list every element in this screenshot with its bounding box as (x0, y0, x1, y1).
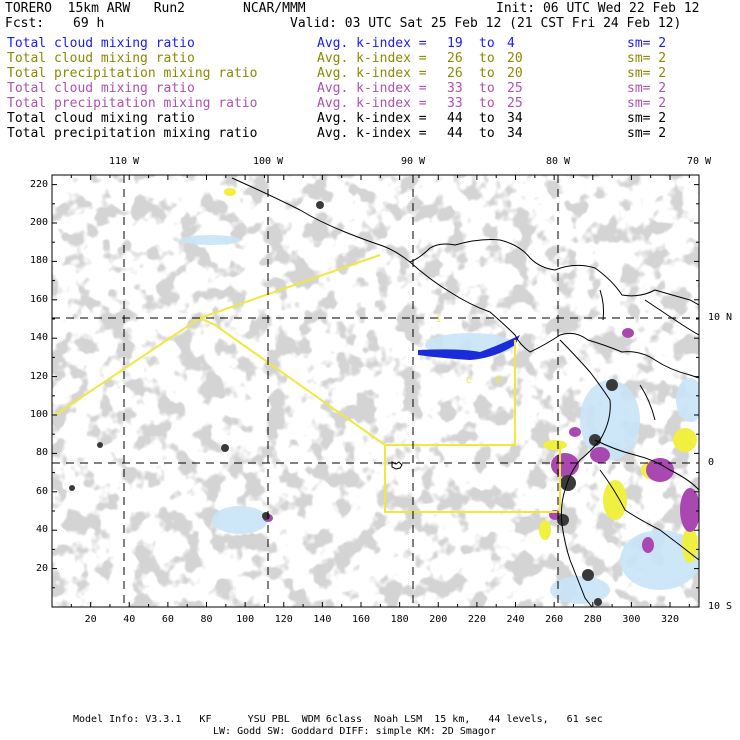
latitude-label: 10 N (708, 312, 733, 323)
legend-field-name: Total precipitation mixing ratio (7, 66, 258, 81)
y-tick-label: 100 (29, 409, 48, 420)
y-tick-label: 120 (29, 370, 48, 382)
init-time: Init: 06 UTC Wed 22 Feb 12 (496, 1, 700, 16)
longitude-label: 110 W (108, 156, 140, 167)
x-tick-label: 200 (429, 614, 448, 625)
legend-smoothing: sm= 2 (627, 111, 667, 126)
legend-field-name: Total cloud mixing ratio (7, 111, 195, 126)
legend-value-low: 25 (507, 96, 523, 111)
latitude-label: 0 (708, 457, 715, 468)
legend-field-name: Total precipitation mixing ratio (7, 126, 258, 141)
legend-smoothing: sm= 2 (627, 81, 667, 96)
y-tick-label: 80 (35, 447, 48, 459)
legend-smoothing: sm= 2 (627, 51, 667, 66)
x-tick-label: 240 (506, 614, 525, 625)
y-tick-label: 60 (35, 485, 48, 497)
legend-avg-label: Avg. k-index = (317, 36, 427, 51)
forecast-hour: 69 h (73, 16, 105, 31)
legend-avg-label: Avg. k-index = (317, 111, 427, 126)
legend-avg-label: Avg. k-index = (317, 81, 427, 96)
x-tick-label: 260 (545, 614, 564, 625)
x-tick-label: 80 (200, 614, 213, 625)
footer-model-info: Model Info: V3.3.1 KF YSU PBL WDM 6class Noah LSM 15 km, 44 levels, 61 sec (73, 714, 603, 725)
x-tick-label: 220 (467, 614, 486, 625)
legend-to: to (479, 36, 495, 51)
legend-value-low: 25 (507, 81, 523, 96)
x-tick-label: 120 (274, 614, 293, 625)
legend-smoothing: sm= 2 (627, 66, 667, 81)
y-tick-label: 160 (29, 293, 48, 305)
legend-value-high: 44 (447, 111, 463, 126)
legend-to: to (479, 126, 495, 141)
overlay-letter: C (466, 376, 472, 386)
legend-field-name: Total precipitation mixing ratio (7, 96, 258, 111)
legend-to: to (479, 51, 495, 66)
legend-avg-label: Avg. k-index = (317, 96, 427, 111)
y-tick-label: 220 (29, 178, 48, 190)
legend-to: to (479, 81, 495, 96)
legend-to: to (479, 66, 495, 81)
legend-value-high: 26 (447, 51, 463, 66)
x-tick-label: 280 (583, 614, 602, 625)
x-tick-label: 300 (622, 614, 641, 625)
legend-smoothing: sm= 2 (627, 96, 667, 111)
legend-value-low: 20 (507, 51, 523, 66)
legend-smoothing: sm= 2 (627, 126, 667, 141)
x-tick-label: 140 (313, 614, 332, 625)
x-tick-label: 60 (161, 614, 174, 625)
y-tick-label: 20 (35, 562, 48, 574)
legend-value-high: 33 (447, 96, 463, 111)
legend-value-high: 44 (447, 126, 463, 141)
y-tick-label: 180 (29, 255, 48, 267)
legend-value-low: 4 (507, 36, 515, 51)
legend-value-low: 34 (507, 126, 523, 141)
legend-value-low: 20 (507, 66, 523, 81)
y-tick-label: 140 (29, 332, 48, 344)
longitude-label: 80 W (545, 156, 571, 167)
legend-avg-label: Avg. k-index = (317, 66, 427, 81)
overlay-letter: R (496, 376, 502, 386)
legend-field-name: Total cloud mixing ratio (7, 81, 195, 96)
footer-physics-info: LW: Godd SW: Goddard DIFF: simple KM: 2D Smagor (213, 726, 496, 737)
legend-value-low: 34 (507, 111, 523, 126)
legend-to: to (479, 96, 495, 111)
overlay-letter: I (436, 315, 442, 325)
legend-field-name: Total cloud mixing ratio (7, 51, 195, 66)
valid-time: Valid: 03 UTC Sat 25 Feb 12 (21 CST Fri 24 Feb 12) (290, 16, 682, 31)
longitude-label: 90 W (400, 156, 426, 167)
y-tick-label: 40 (35, 524, 48, 536)
legend-field-name: Total cloud mixing ratio (7, 36, 195, 51)
x-tick-label: 320 (660, 614, 680, 625)
legend-avg-label: Avg. k-index = (317, 126, 427, 141)
legend-value-high: 33 (447, 81, 463, 96)
legend-value-high: 26 (447, 66, 463, 81)
legend-to: to (479, 111, 495, 126)
x-tick-label: 20 (84, 614, 97, 625)
y-tick-label: 200 (29, 217, 48, 228)
legend-smoothing: sm= 2 (627, 36, 667, 51)
forecast-label: Fcst: (5, 16, 45, 31)
x-tick-label: 100 (236, 614, 255, 625)
legend-avg-label: Avg. k-index = (317, 51, 427, 66)
org-label: NCAR/MMM (243, 1, 306, 16)
latitude-label: 10 S (708, 601, 733, 612)
model-title: TORERO 15km ARW Run2 (5, 1, 186, 16)
x-tick-label: 40 (123, 614, 136, 625)
longitude-label: 70 W (686, 156, 712, 167)
legend-value-high: 19 (447, 36, 463, 51)
longitude-label: 100 W (252, 156, 284, 167)
x-tick-label: 160 (351, 614, 371, 625)
x-tick-label: 180 (390, 614, 409, 625)
